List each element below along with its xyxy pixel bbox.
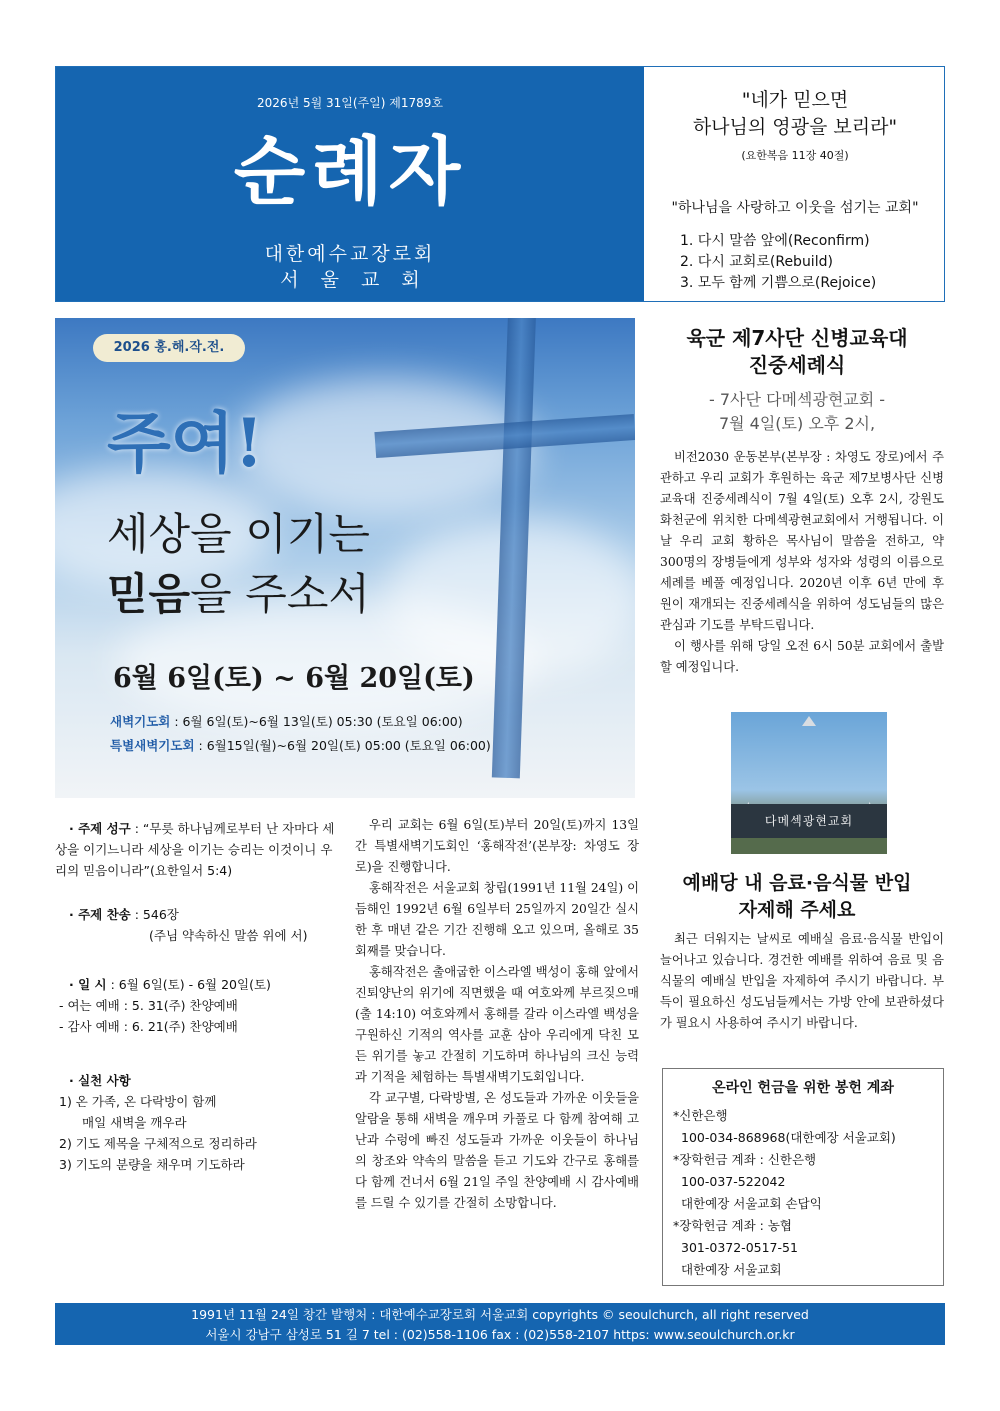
- baptism-subtitle-line-1: - 7사단 다메섹광현교회 -: [708, 390, 886, 409]
- account-item: 301-0372-0517-51: [681, 1240, 798, 1255]
- masthead: [56, 67, 644, 301]
- church-arch: [739, 716, 879, 816]
- poster-badge: 2026 홍.해.작.전.: [93, 334, 245, 362]
- footer-contact: 서울시 강남구 삼성로 51 길 7 tel : (02)558-1106 fax : (02)558-2107 https: www.seoulchurch.or.kr: [205, 1327, 795, 1342]
- schedule-label: 특별새벽기도회: [110, 738, 195, 753]
- header: [55, 66, 945, 302]
- poster-dates: 6월 6일(토) ~ 6월 20일(토): [113, 663, 475, 694]
- verse-line-2: 하나님의 영광을 보리라": [692, 116, 898, 138]
- date-text: : 6월 6일(토) - 6월 20일(토): [106, 977, 271, 992]
- baptism-subtitle-line-2: 7월 4일(토) 오후 2시,: [718, 414, 876, 433]
- article-paragraph: 우리 교회는 6월 6일(토)부터 20일(토)까지 13일간 특별새벽기도회인 ‘홍해작전’(본부장: 차영도 장로)을 진행합니다.: [355, 818, 639, 874]
- account-title: 온라인 헌금을 위한 봉헌 계좌: [712, 1080, 894, 1096]
- article-paragraph: 홍해작전은 출애굽한 이스라엘 백성이 홍해 앞에서 진퇴양난의 위기에 직면했을 때 여호와께 부르짖으매(출 14:10) 여호와께서 홍해를 갈라 이스라엘 백성을 구원하신 기적의 역사를 교훈 삼아 우리에게 닥친 모든 위기를 놓고 간절히 기도하며 하나님의 크신 능력과 기적을 체험하는 특별새벽기도회입니다.: [355, 965, 639, 1084]
- opening-service: - 여는 예배 : 5. 31(주) 찬양예배: [59, 998, 238, 1013]
- hymn-title: (주님 약속하신 말씀 위에 서): [149, 928, 308, 943]
- schedule-label: 새벽기도회: [110, 714, 171, 729]
- vision-item: 1. 다시 말씀 앞에(Reconfirm): [680, 233, 870, 249]
- poster-line-3-rest: 을 주소서: [190, 570, 370, 620]
- notice-title-line-1: 예배당 내 음료·음식물 반입: [682, 872, 912, 894]
- theme-verse-text: : “무릇 하나님께로부터 난 자마다 세상을 이기느니라 세상을 이기는 승리는 이것이니 우리의 믿음이니라”(요한일서 5:4): [55, 821, 335, 878]
- schedule-block: [55, 974, 342, 1037]
- baptism-paragraph: 비전2030 운동본부(본부장 : 차영도 장로)에서 주관하고 우리 교회가 후원하는 육군 제7보병사단 신병교육대 진중세례식이 7월 4일(토) 오후 2시, 강원도 화천군에 위치한 다메섹광현교회에서 거행됩니다. 이날 우리 교회 황하은 목사님이 말씀을 전하고, 약 300명의 장병들에게 성부와 성자와 성령의 이름으로 세례를 베풀 예정입니다. 2020년 이후 6년 만에 후원이 재개되는 진중세례식을 위하여 성도님들의 많은 관심과 기도를 부탁드립니다.: [660, 450, 944, 632]
- poster-line-3-bold: 믿음: [107, 570, 191, 620]
- theme-verse-block: [55, 818, 342, 881]
- account-item: *장학헌금 계좌 : 농협: [673, 1218, 792, 1233]
- account-item: *장학헌금 계좌 : 신한은행: [673, 1152, 817, 1167]
- thanks-service: - 감사 예배 : 6. 21(주) 찬양예배: [59, 1019, 238, 1034]
- account-item: 대한예장 서울교회 손답익: [681, 1196, 822, 1211]
- event-poster: [55, 318, 635, 798]
- date-label: · 일 시: [69, 977, 107, 992]
- baptism-paragraph: 이 행사를 위해 당일 오전 6시 50분 교회에서 출발할 예정입니다.: [660, 639, 944, 674]
- practice-item: 2) 기도 제목을 구체적으로 정리하라: [59, 1136, 257, 1151]
- schedule-dawn-prayer: [110, 712, 463, 730]
- practice-item: 3) 기도의 분량을 채우며 기도하라: [59, 1157, 245, 1172]
- poster-line-2: 세상을 이기는: [107, 510, 370, 560]
- church-photo: [731, 712, 887, 854]
- church-denomination: 대한예수교장로회: [264, 243, 436, 265]
- footer-publisher: 1991년 11월 24일 창간 발행처 : 대한예수교장로회 서울교회 copyrights © seoulchurch, all right reserved: [191, 1307, 809, 1322]
- baptism-title-line-2: 진중세례식: [748, 353, 846, 377]
- practice-block: [55, 1070, 342, 1175]
- verse-line-1: "네가 믿으면: [741, 89, 849, 111]
- article-paragraph: 홍해작전은 서울교회 창립(1991년 11월 24일) 이듬해인 1992년 6월 6일부터 25일까지 20일간 실시한 후 매년 같은 기간 진행해 오고 있으며, 올해로 35회째를 맞습니다.: [355, 881, 639, 958]
- baptism-body: [660, 447, 944, 678]
- practice-label: · 실천 사항: [69, 1073, 131, 1088]
- hymn-label: · 주제 찬송: [69, 907, 131, 922]
- hymn-block: [55, 904, 342, 946]
- article-paragraph: 각 교구별, 다락방별, 온 성도들과 가까운 이웃들을 알람을 통해 새벽을 깨우며 카풀로 다 함께 참여해 고난과 수렁에 빠진 성도들과 가까운 이웃들이 하나님의 창조와 약속의 말씀을 듣고 기도와 간구로 홍해를 다 함께 건너서 6월 21일 주일 찬양예배 시 감사예배를 드릴 수 있기를 간절히 소망합니다.: [355, 1091, 639, 1210]
- notice-paragraph: 최근 더워지는 날씨로 예배실 음료·음식물 반입이 늘어나고 있습니다. 경건한 예배를 위하여 음료 및 음식물의 예배실 반입을 자제하여 주시기 바랍니다. 부득이 필요하신 성도님들께서는 가방 안에 보관하셨다가 필요시 사용하여 주시기 바랍니다.: [660, 932, 944, 1030]
- baptism-title-line-1: 육군 제7사단 신병교육대: [686, 326, 908, 350]
- schedule-text: : 6월 6일(토)~6월 13일(토) 05:30 (토요일 06:00): [170, 714, 463, 729]
- vision-list: [680, 231, 876, 294]
- notice-title: [650, 870, 944, 924]
- footer: [55, 1303, 945, 1345]
- account-item: 대한예장 서울교회: [681, 1262, 782, 1277]
- notice-body: [660, 929, 944, 1034]
- issue-date: 2026년 5월 31일(주일) 제1789호: [257, 96, 443, 110]
- vision-item: 3. 모두 함께 기쁨으로(Rejoice): [680, 275, 877, 291]
- church-sign: 다메섹광현교회: [731, 804, 887, 838]
- vision-item: 2. 다시 교회로(Rebuild): [680, 254, 833, 270]
- account-list: [673, 1105, 896, 1281]
- theme-verse-label: · 주제 성구: [69, 821, 131, 836]
- hymn-number: : 546장: [130, 907, 179, 922]
- verse-reference: (요한복음 11장 40절): [741, 149, 849, 162]
- schedule-text: : 6월15일(월)~6월 20일(토) 05:00 (토요일 06:00): [194, 738, 491, 753]
- theme-verse: [646, 87, 944, 141]
- motto-panel: [646, 67, 944, 301]
- offering-account-box: [662, 1068, 944, 1286]
- baptism-title: [650, 325, 944, 379]
- poster-line-3: [107, 561, 370, 622]
- church-name: 서울교회: [280, 269, 442, 291]
- schedule-special-prayer: [110, 736, 491, 754]
- account-item: 100-037-522042: [681, 1174, 786, 1189]
- newsletter-title: 순례자: [233, 129, 467, 215]
- practice-item-cont: 매일 새벽을 깨우라: [82, 1115, 187, 1130]
- notice-title-line-2: 자제해 주세요: [738, 899, 856, 921]
- poster-headline: 주여!: [107, 404, 264, 482]
- account-item: 100-034-868968(대한예장 서울교회): [681, 1130, 896, 1145]
- red-sea-article: [355, 815, 639, 1214]
- baptism-subtitle: [650, 388, 944, 436]
- church-vision: "하나님을 사랑하고 이웃을 섬기는 교회": [671, 200, 919, 216]
- account-item: *신한은행: [673, 1108, 728, 1123]
- practice-item: 1) 온 가족, 온 다락방이 함께: [59, 1094, 217, 1109]
